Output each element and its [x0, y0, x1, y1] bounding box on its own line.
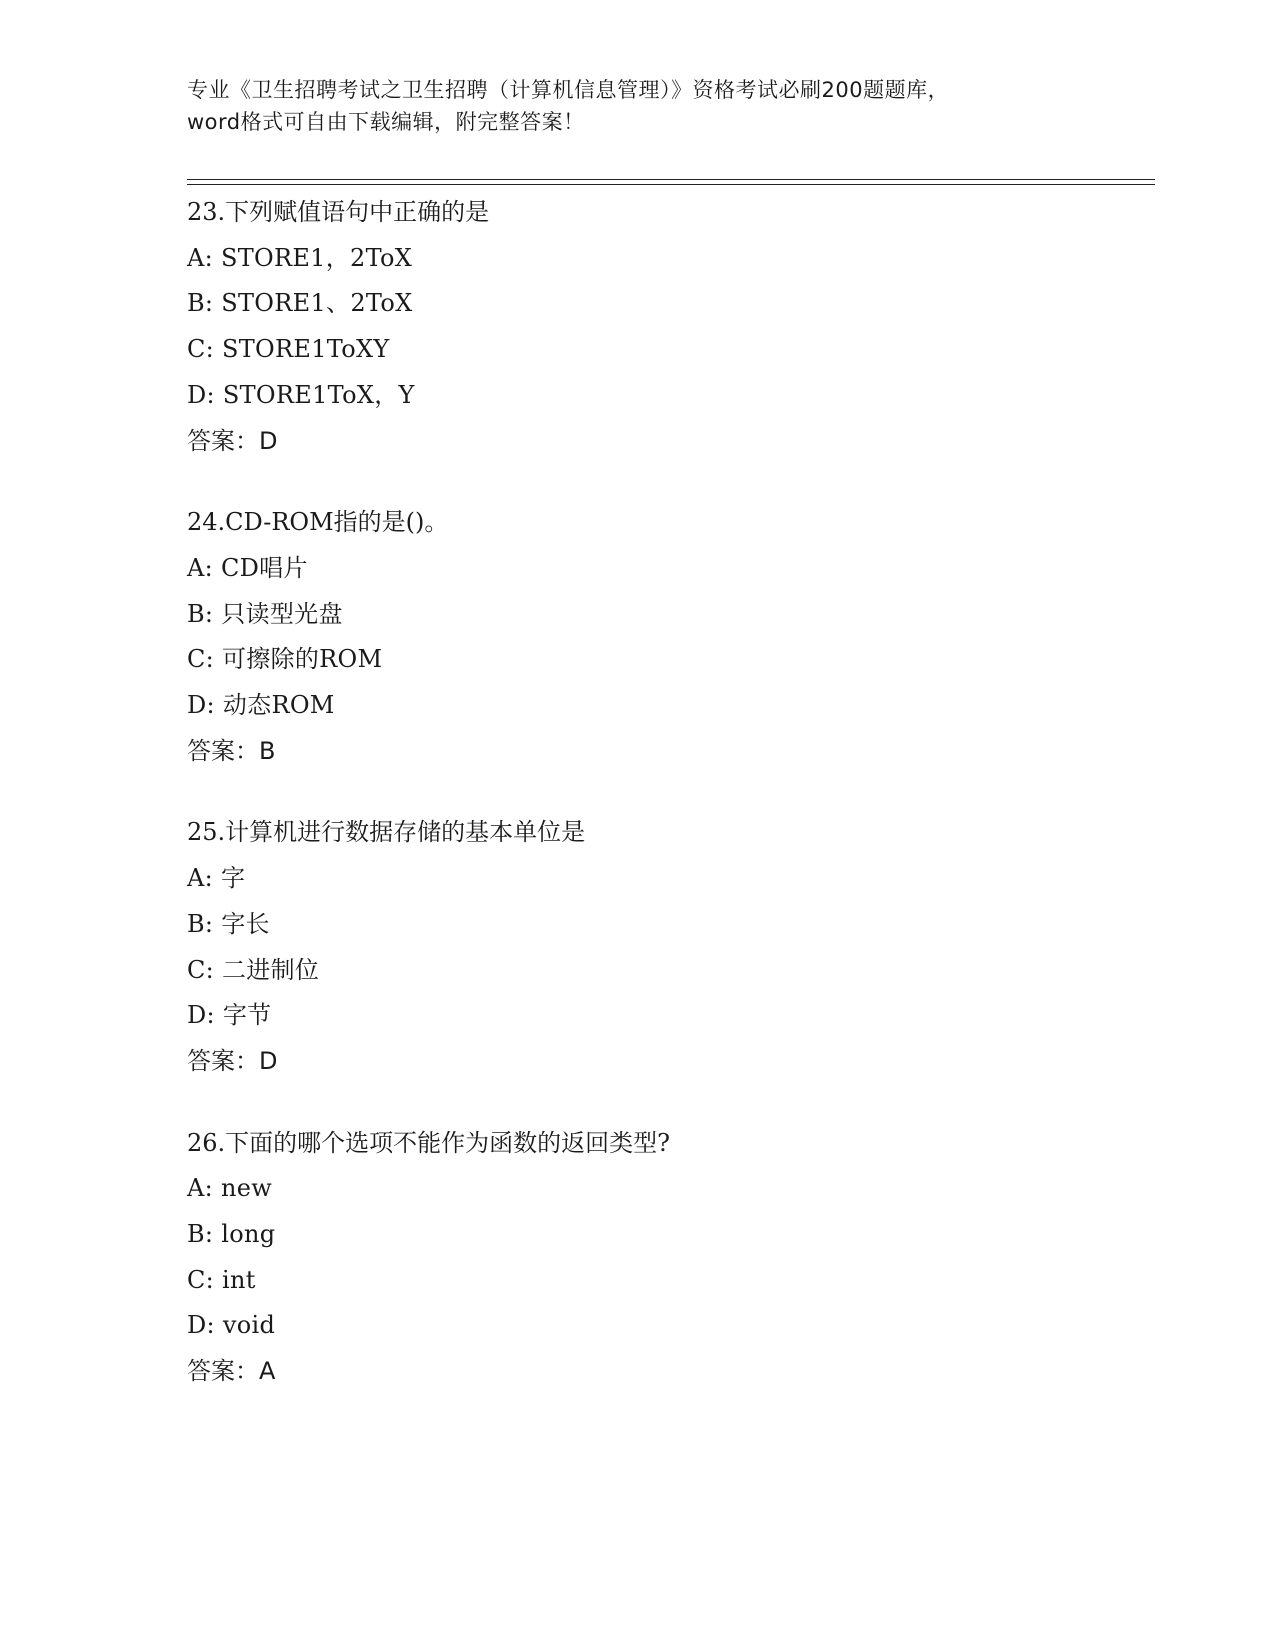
- answer: 答案：A: [187, 1357, 276, 1386]
- question-26: [187, 1121, 1155, 1395]
- option-c: C: 二进制位: [187, 955, 320, 984]
- option-a: A: STORE1，2ToX: [187, 243, 413, 272]
- option-b: B: 只读型光盘: [187, 599, 343, 628]
- header-divider-bottom: [187, 184, 1155, 185]
- option-d: D: STORE1ToX，Y: [187, 380, 415, 409]
- header-line-2: word格式可自由下载编辑，附完整答案！: [187, 110, 585, 134]
- header-line-1: 专业《卫生招聘考试之卫生招聘（计算机信息管理）》资格考试必刷200题题库，: [187, 78, 950, 102]
- option-b: B: STORE1、2ToX: [187, 289, 413, 318]
- question-title: 23.下列赋值语句中正确的是: [187, 198, 490, 226]
- option-c: C: int: [187, 1265, 256, 1294]
- question-title: 24.CD-ROM指的是()。: [187, 508, 449, 537]
- option-a: A: new: [187, 1174, 273, 1203]
- option-c: C: STORE1ToXY: [187, 335, 390, 364]
- question-24: [187, 500, 1155, 774]
- header-divider-top: [187, 179, 1155, 180]
- question-list: [187, 190, 1155, 1431]
- answer: 答案：D: [187, 426, 278, 455]
- question-25: [187, 810, 1155, 1084]
- question-title: 25.计算机进行数据存储的基本单位是: [187, 818, 586, 847]
- option-c: C: 可擦除的ROM: [187, 645, 383, 674]
- answer: 答案：D: [187, 1046, 278, 1075]
- document-header: [187, 74, 1087, 138]
- question-title: 26.下面的哪个选项不能作为函数的返回类型?: [187, 1128, 671, 1157]
- option-b: B: long: [187, 1220, 276, 1249]
- option-a: A: CD唱片: [187, 553, 308, 582]
- option-a: A: 字: [187, 864, 246, 893]
- option-d: D: 字节: [187, 1001, 272, 1030]
- option-d: D: 动态ROM: [187, 691, 335, 720]
- option-d: D: void: [187, 1311, 276, 1340]
- option-b: B: 字长: [187, 909, 270, 938]
- question-23: [187, 190, 1155, 464]
- answer: 答案：B: [187, 736, 276, 765]
